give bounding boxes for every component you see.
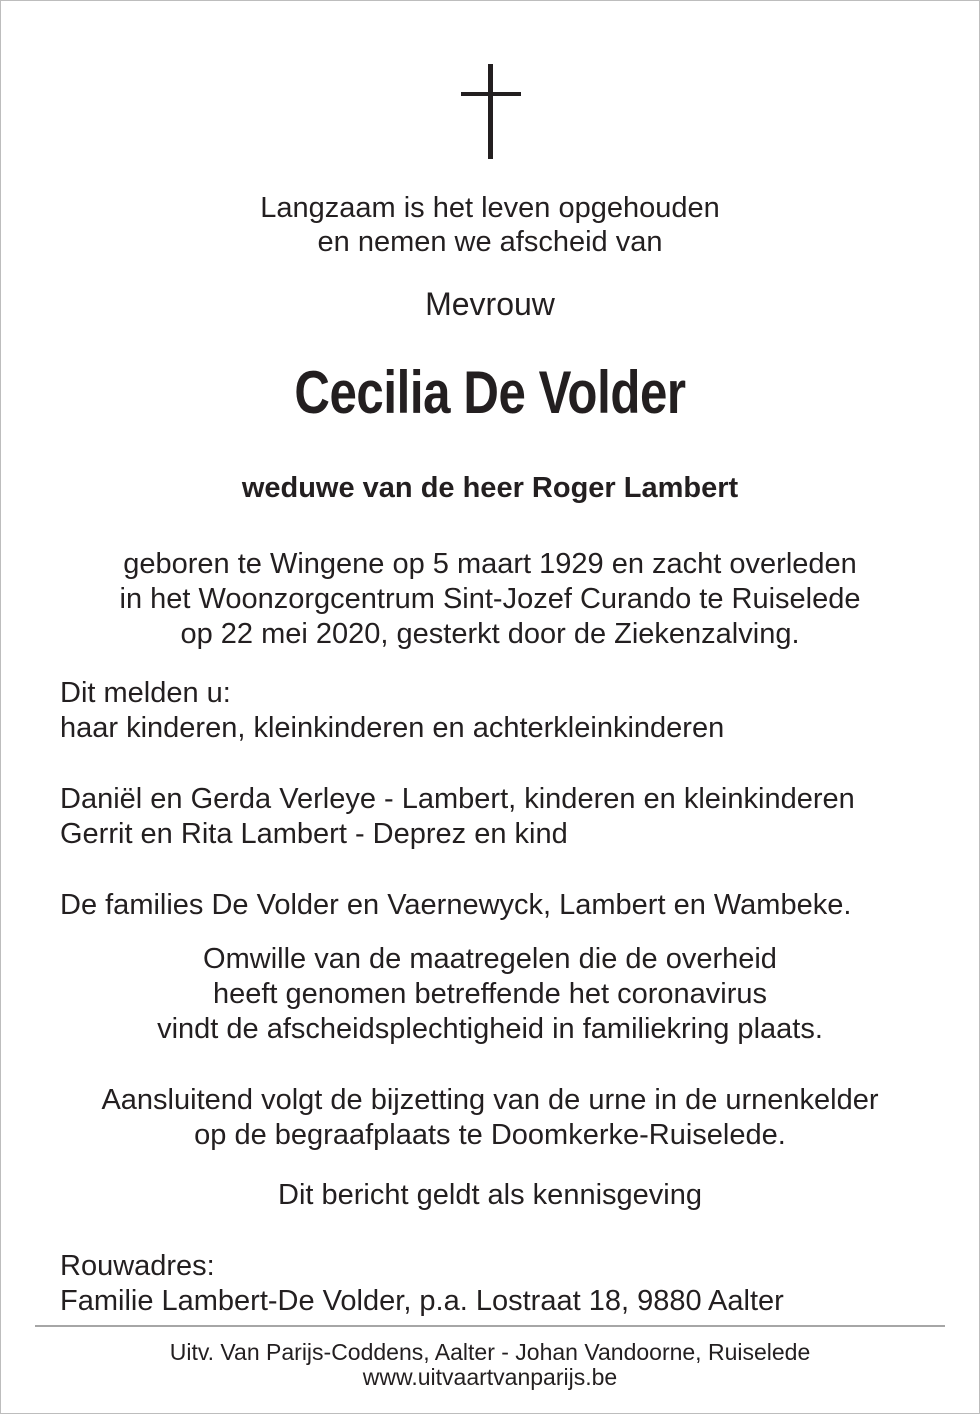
announcers-line: haar kinderen, kleinkinderen en achterkleinkinderen: [60, 712, 725, 744]
deceased-name: Cecilia De Volder: [294, 359, 686, 426]
life-details-line-2: in het Woonzorgcentrum Sint-Jozef Curando te Ruiselede: [119, 583, 861, 615]
cross-icon: [461, 64, 521, 159]
salutation: Mevrouw: [425, 286, 555, 322]
funeral-home: Uitv. Van Parijs-Coddens, Aalter - Johan Vandoorne, Ruiselede: [169, 1339, 811, 1365]
website-link[interactable]: www.uitvaartvanparijs.be: [362, 1364, 618, 1390]
life-details-line-3: op 22 mei 2020, gesterkt door de Ziekenzalving.: [180, 618, 800, 650]
covid-notice-line-3: vindt de afscheidsplechtigheid in familiekring plaats.: [157, 1013, 823, 1045]
covid-notice-line-2: heeft genomen betreffende het coronavirus: [212, 978, 768, 1010]
widow-of: weduwe van de heer Roger Lambert: [241, 472, 739, 504]
covid-notice-line-1: Omwille van de maatregelen die de overheid: [203, 943, 777, 975]
intro-line-1: Langzaam is het leven opgehouden: [260, 192, 720, 224]
children-line-1: Daniël en Gerda Verleye - Lambert, kinderen en kleinkinderen: [60, 783, 855, 815]
burial-line-1: Aansluitend volgt de bijzetting van de urne in de urnenkelder: [101, 1084, 879, 1116]
address-value: Familie Lambert-De Volder, p.a. Lostraat 18, 9880 Aalter: [60, 1285, 784, 1317]
announcers-heading: Dit melden u:: [60, 677, 231, 709]
families: De families De Volder en Vaernewyck, Lambert en Wambeke.: [60, 889, 852, 921]
address-label: Rouwadres:: [60, 1250, 215, 1282]
life-details-line-1: geboren te Wingene op 5 maart 1929 en zacht overleden: [123, 548, 857, 580]
burial-line-2: op de begraafplaats te Doomkerke-Ruiselede.: [194, 1119, 786, 1151]
children-line-2: Gerrit en Rita Lambert - Deprez en kind: [60, 818, 568, 850]
intro-line-2: en nemen we afscheid van: [317, 226, 663, 258]
notice: Dit bericht geldt als kennisgeving: [278, 1179, 702, 1211]
footer-divider: [35, 1325, 945, 1327]
